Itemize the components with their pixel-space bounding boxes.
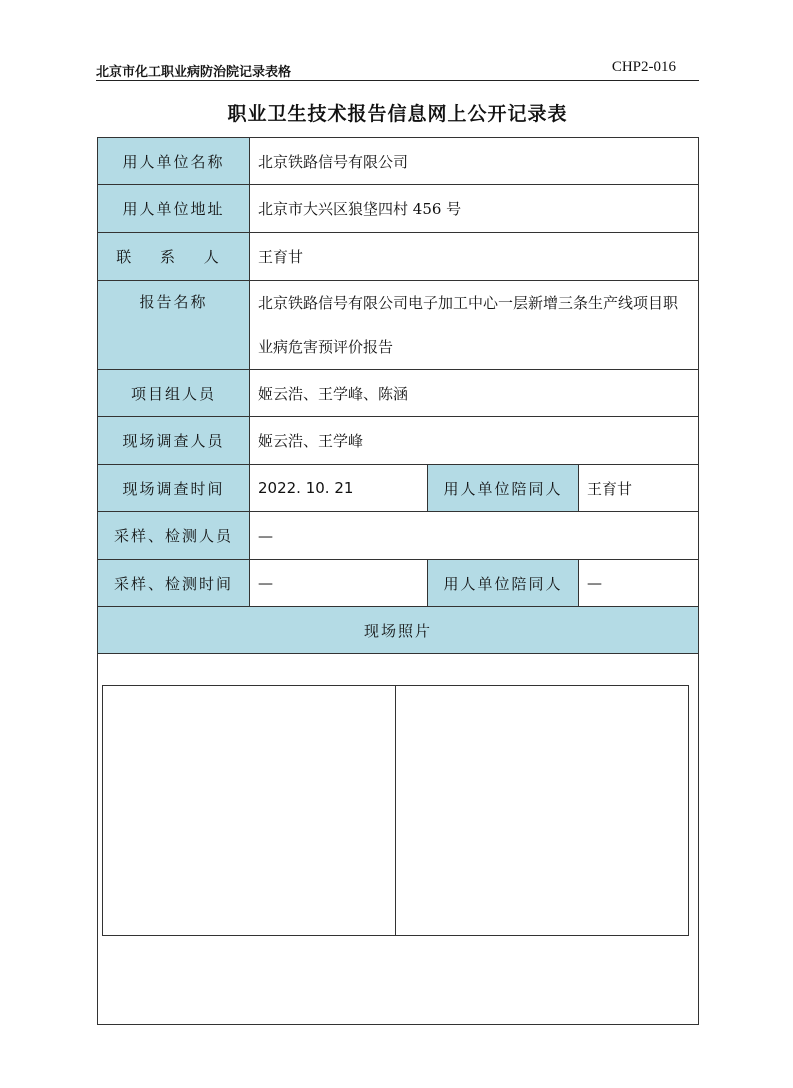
row-survey-staff [98,417,699,465]
row-sampling-time [98,560,699,607]
photos-cell [98,654,699,1025]
survey-staff-value: 姬云浩、王学峰 [250,417,699,465]
report-name-label: 报告名称 [98,281,250,370]
sampling-time-label: 采样、检测时间 [98,560,250,607]
row-team [98,370,699,417]
row-contact [98,233,699,281]
contact-label: 联 系 人 [98,233,250,281]
row-employer-name [98,138,699,185]
survey-time-label: 现场调查时间 [98,465,250,512]
employer-address-value: 北京市大兴区狼垡四村 456 号 [250,185,699,233]
employer-name-value: 北京铁路信号有限公司 [250,138,699,185]
employer-name-label: 用人单位名称 [98,138,250,185]
header-divider [96,80,699,81]
row-photos-header [98,607,699,654]
photos-area [98,654,698,1024]
survey-time-value: 2022. 10. 21 [250,465,428,512]
survey-escort-label: 用人单位陪同人 [428,465,579,512]
row-report-name [98,281,699,370]
row-survey-time [98,465,699,512]
photo-frame [102,685,689,936]
photo-slot-1 [103,686,395,935]
survey-escort-value: 王育甘 [579,465,699,512]
team-label: 项目组人员 [98,370,250,417]
record-table [97,137,699,1025]
sampling-staff-value: — [250,512,699,560]
employer-address-label: 用人单位地址 [98,185,250,233]
sampling-staff-label: 采样、检测人员 [98,512,250,560]
survey-staff-label: 现场调查人员 [98,417,250,465]
sampling-escort-label: 用人单位陪同人 [428,560,579,607]
sampling-escort-value: — [579,560,699,607]
org-name: 北京市化工职业病防治院记录表格 [96,65,292,80]
row-employer-address [98,185,699,233]
team-value: 姬云浩、王学峰、陈涵 [250,370,699,417]
form-title: 职业卫生技术报告信息网上公开记录表 [227,103,568,125]
photo-slot-2 [395,686,688,935]
row-sampling-staff [98,512,699,560]
sampling-time-value: — [250,560,428,607]
photos-label: 现场照片 [98,607,699,654]
contact-value: 王育甘 [250,233,699,281]
form-code: CHP2-016 [611,59,676,75]
report-name-value: 北京铁路信号有限公司电子加工中心一层新增三条生产线项目职业病危害预评价报告 [250,281,699,370]
row-photos [98,654,699,1025]
